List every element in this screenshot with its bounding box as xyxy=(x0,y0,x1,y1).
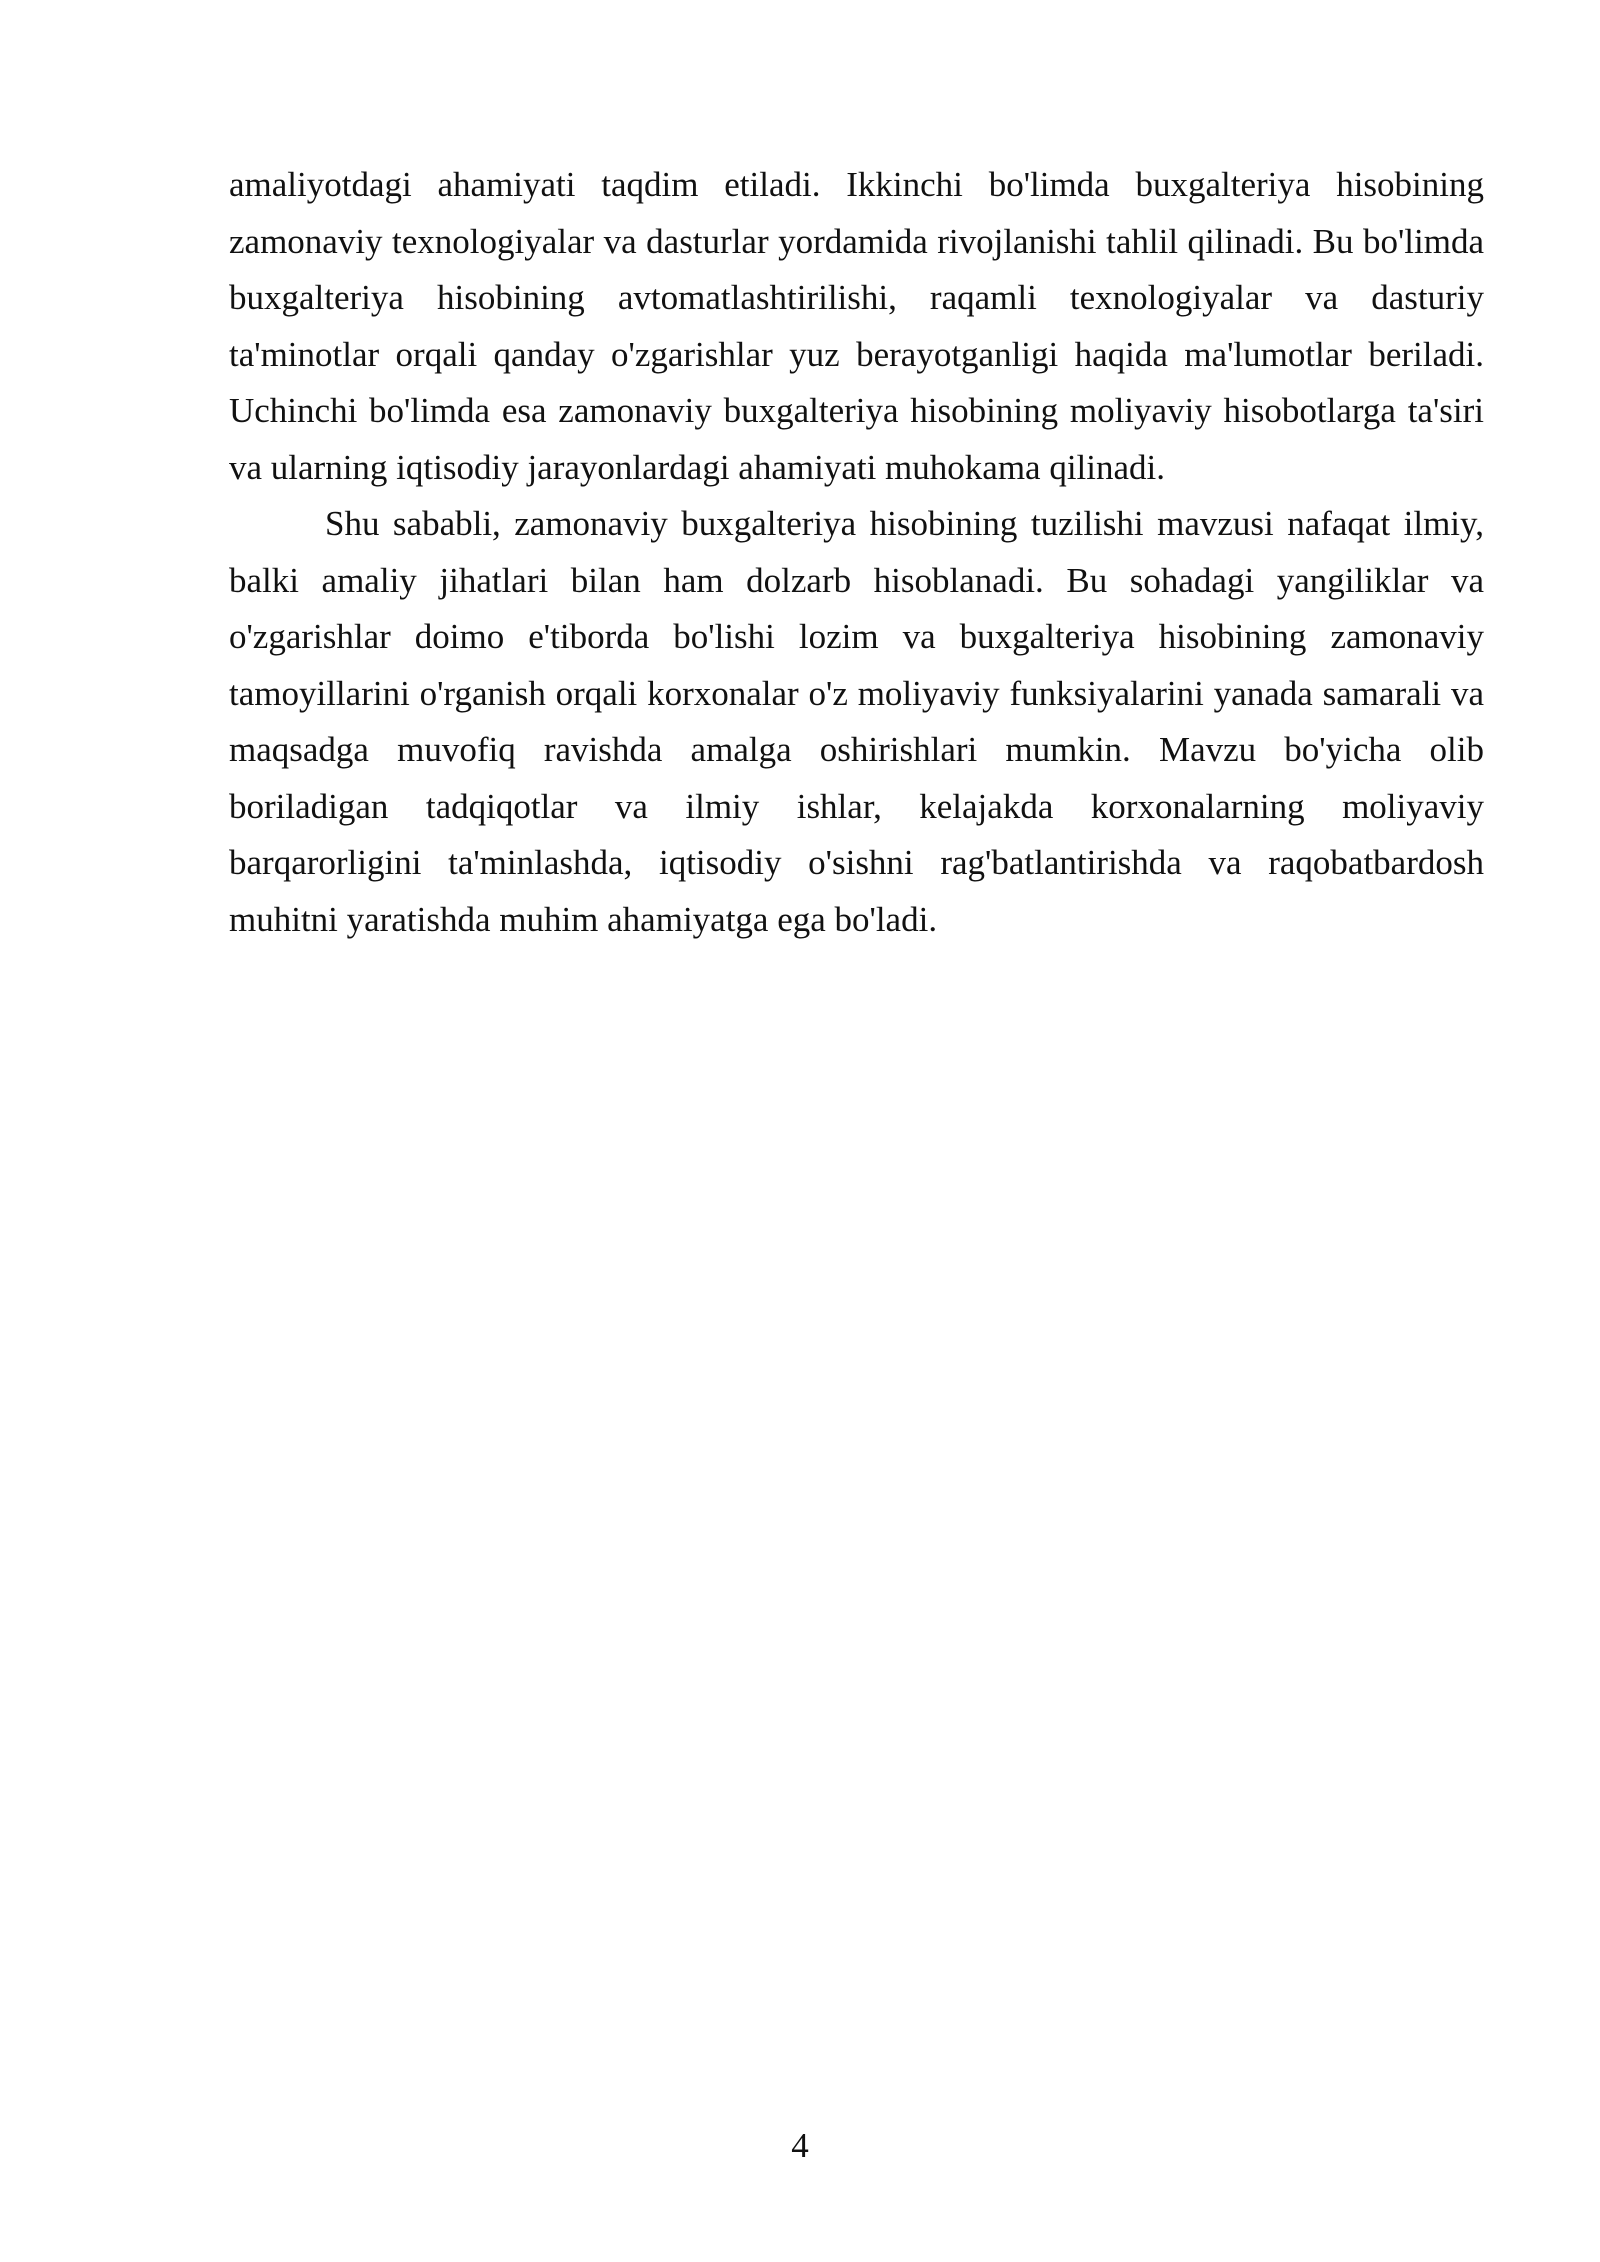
paragraph-conclusion: Shu sababli, zamonaviy buxgalteriya hisobining tuzilishi mavzusi nafaqat ilmiy, balki amaliy jihatlari bilan ham dolzarb hisoblanadi. Bu sohadagi yangiliklar va o'zgarishlar doimo e'tiborda bo'lishi lozim va buxgalteriya hisobining zamonaviy tamoyillarini o'rganish orqali korxonalar o'z moliyaviy funksiyalarini yanada samarali va maqsadga muvofiq ravishda amalga oshirishlari mumkin. Mavzu bo'yicha olib boriladigan tadqiqotlar va ilmiy ishlar, kelajakda korxonalarning moliyaviy barqarorligini ta'minlashda, iqtisodiy o'sishni rag'batlantirishda va raqobatbardosh muhitni yaratishda muhim ahamiyatga ega bo'ladi. xyxy=(229,504,1484,939)
page-number: 4 xyxy=(791,2126,809,2165)
paragraph-continuation: amaliyotdagi ahamiyati taqdim etiladi. Ikkinchi bo'limda buxgalteriya hisobining zamonaviy texnologiyalar va dasturlar yordamida rivojlanishi tahlil qilinadi. Bu bo'limda buxgalteriya hisobining avtomatlashtirilishi, raqamli texnologiyalar va dasturiy ta'minotlar orqali qanday o'zgarishlar yuz berayotganligi haqida ma'lumotlar beriladi. Uchinchi bo'limda esa zamonaviy buxgalteriya hisobining moliyaviy hisobotlarga ta'siri va ularning iqtisodiy jarayonlardagi ahamiyati muhokama qilinadi. xyxy=(229,165,1484,487)
body-text xyxy=(229,157,1484,948)
